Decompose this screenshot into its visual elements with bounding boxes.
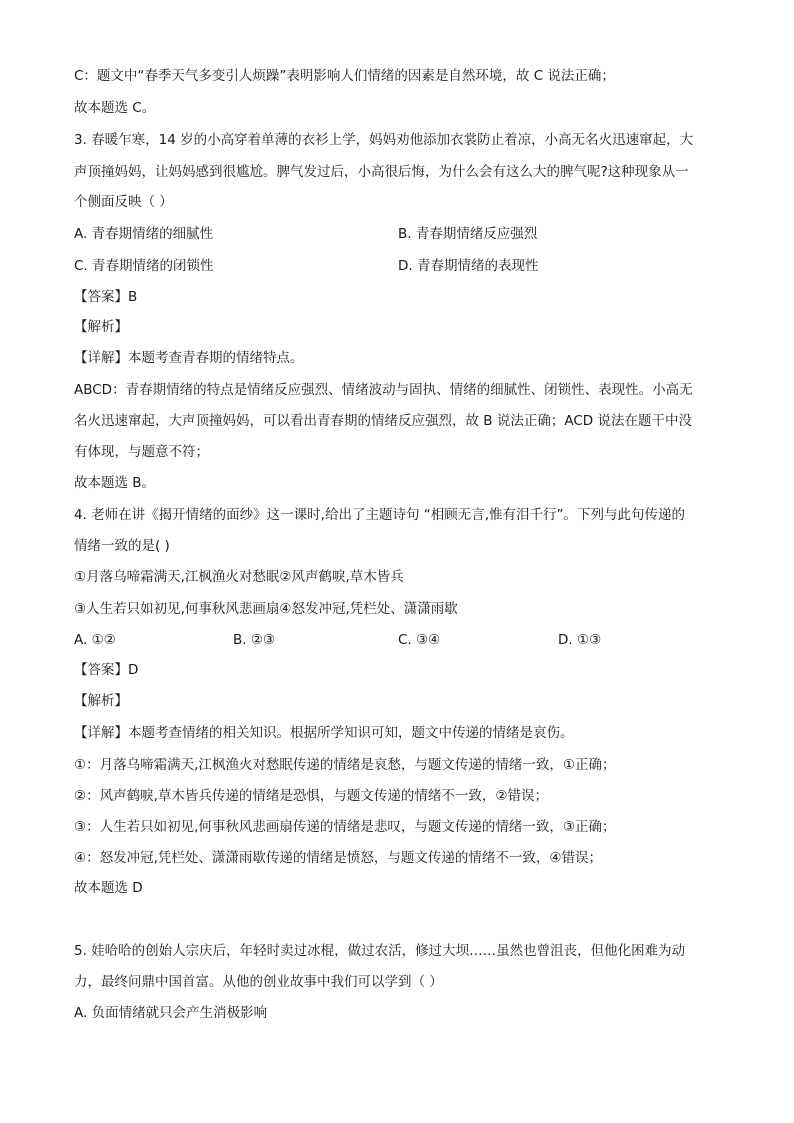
question-3-option-c: C. 青春期情绪的闭锁性	[74, 258, 214, 274]
question-3-detail: 【详解】本题考查青春期的情绪特点。	[74, 350, 304, 366]
question-4-poem: ①月落乌啼霜满天,江枫渔火对愁眠②风声鹤唳,草木皆兵	[74, 569, 404, 585]
question-4-detail: 【详解】本题考查情绪的相关知识。根据所学知识可知，题文中传递的情绪是哀伤。	[74, 725, 574, 741]
question-4-poem: ③人生若只如初见,何事秋风悲画扇④怒发冲冠,凭栏处、潇潇雨歇	[74, 601, 458, 617]
question-4-option-d: D. ①③	[558, 632, 602, 648]
question-4-explanation: ②：风声鹤唳,草木皆兵传递的情绪是恐惧，与题文传递的情绪不一致，②错误；	[74, 788, 548, 804]
question-3-explanation: 有体现，与题意不符；	[74, 444, 209, 460]
question-4-option-a: A. ①②	[74, 632, 116, 648]
question-3-stem: 3. 春暖乍寒，14 岁的小高穿着单薄的衣衫上学，妈妈劝他添加衣裳防止着凉，小高无名火迅速窜起，大	[74, 132, 694, 148]
question-4-analysis-label: 【解析】	[74, 693, 128, 709]
question-4-answer: 【答案】D	[74, 662, 139, 678]
question-4-option-c: C. ③④	[398, 632, 441, 648]
question-5-stem: 5. 娃哈哈的创始人宗庆后，年轻时卖过冰棍，做过农活，修过大坝……虽然也曾沮丧，但他化困难为动	[74, 943, 686, 959]
question-3-explanation: 名火迅速窜起，大声顶撞妈妈，可以看出青春期的情绪反应强烈，故 B 说法正确；ACD 说法在题干中没	[74, 413, 692, 429]
text-line: C：题文中“春季天气多变引人烦躁”表明影响人们情绪的因素是自然环境，故 C 说法正确；	[74, 68, 615, 84]
question-5-stem: 力，最终问鼎中国首富。从他的创业故事中我们可以学到（ ）	[74, 974, 443, 990]
question-3-final: 故本题选 B。	[74, 475, 156, 491]
text-line: 故本题选 C。	[74, 100, 156, 116]
question-4-stem: 4. 老师在讲《揭开情绪的面纱》这一课时,给出了主题诗句 “相顾无言,惟有泪千行”。下列与此句传递的	[74, 507, 686, 523]
question-3-stem: 声顶撞妈妈，让妈妈感到很尴尬。脾气发过后，小高很后悔，为什么会有这么大的脾气呢?这种现象从一	[74, 164, 689, 180]
question-3-option-a: A. 青春期情绪的细腻性	[74, 226, 214, 242]
question-4-option-b: B. ②③	[233, 632, 276, 648]
question-3-option-d: D. 青春期情绪的表现性	[398, 258, 539, 274]
question-3-option-b: B. 青春期情绪反应强烈	[398, 226, 538, 242]
question-4-stem: 情绪一致的是( )	[74, 538, 170, 554]
question-3-analysis-label: 【解析】	[74, 319, 128, 335]
question-4-final: 故本题选 D	[74, 880, 143, 896]
question-4-explanation: ①：月落乌啼霜满天,江枫渔火对愁眠传递的情绪是哀愁，与题文传递的情绪一致，①正确；	[74, 757, 616, 773]
question-3-answer: 【答案】B	[74, 289, 138, 305]
question-5-option-a: A. 负面情绪就只会产生消极影响	[74, 1005, 268, 1021]
question-3-stem: 个侧面反映（ ）	[74, 194, 173, 210]
question-4-explanation: ④：怒发冲冠,凭栏处、潇潇雨歇传递的情绪是愤怒，与题文传递的情绪不一致，④错误；	[74, 850, 602, 866]
question-4-explanation: ③：人生若只如初见,何事秋风悲画扇传递的情绪是悲叹，与题文传递的情绪一致，③正确；	[74, 819, 616, 835]
question-3-explanation: ABCD：青春期情绪的特点是情绪反应强烈、情绪波动与固执、情绪的细腻性、闭锁性、表现性。小高无	[74, 382, 693, 398]
